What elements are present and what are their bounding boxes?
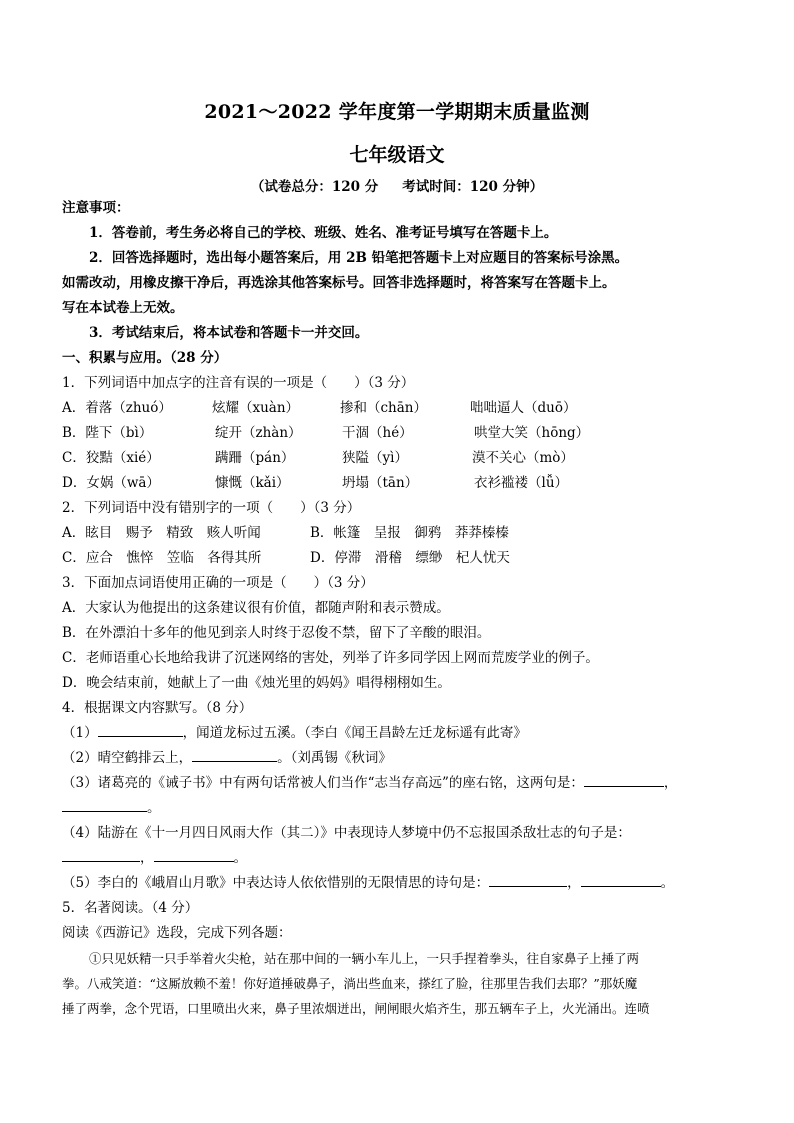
- q4-1-label: （1）: [62, 725, 98, 741]
- q1-a-word1: A．着落（zhuó）: [62, 400, 172, 416]
- q5-passage: [62, 946, 738, 1021]
- q1-a-word4: 咄咄逼人（duō）: [470, 400, 577, 416]
- q3-option-c: C．老师语重心长地给我讲了沉迷网络的害处，列举了许多同学因上网而荒废学业的例子。: [62, 650, 599, 666]
- q1-b-word4: 哄堂大笑（hōng）: [474, 425, 590, 441]
- notice-item-2-end: 写在本试卷上无效。: [62, 300, 184, 316]
- q1-option-b: [62, 421, 738, 446]
- passage-line-3: 捶了两拳，念个咒语，口里喷出火来，鼻子里浓烟迸出，闸闸眼火焰齐生，那五辆车子上，火光涌出。连喷: [62, 1001, 650, 1016]
- q4-4-end: 。: [233, 850, 247, 866]
- q1-stem: 1．下列词语中加点字的注音有误的一项是（ ）（3 分）: [62, 375, 415, 391]
- q2-stem: 2．下列词语中没有错别字的一项（ ）（3 分）: [62, 500, 361, 516]
- q1-c-word1: C．狡黠（xié）: [62, 450, 160, 466]
- q4-item-2: [62, 746, 738, 771]
- q4-1-text: ，闻道龙标过五溪。（李白《闻王昌龄左迁龙标遥有此寄》: [182, 725, 527, 741]
- answer-blank[interactable]: [154, 847, 234, 862]
- q1-d-word3: 坍塌（tān）: [342, 475, 419, 491]
- q4-3-text: （3）诸葛亮的《诫子书》中有两句话常被人们当作“志当存高远”的座右铭，这两句是：: [62, 775, 584, 791]
- q4-item-5: [62, 871, 738, 896]
- notice-item-2-cont: 如需改动，用橡皮擦干净后，再选涂其他答案标号。回答非选择题时，将答案写在答题卡上。: [62, 275, 616, 291]
- q5-intro: 阅读《西游记》选段，完成下列各题：: [62, 925, 292, 941]
- q1-b-word3: 干涸（hé）: [342, 425, 413, 441]
- q4-5-end: 。: [660, 875, 675, 891]
- answer-blank[interactable]: [62, 797, 147, 812]
- q4-4-text: （4）陆游在《十一月四日风雨大作（其二）》中表现诗人梦境中仍不忘报国杀敌壮志的句子是：: [62, 825, 631, 841]
- exam-info: [0, 175, 794, 195]
- passage-line-2: 拳。八戒笑道：“这厮放赖不羞！你好道捶破鼻子，淌出些血来，搽红了脸，往那里告我们去耶？”那妖魔: [62, 976, 638, 991]
- q2-option-c: C．应合 憔悴 笠临 各得其所: [62, 550, 262, 566]
- q2-options-ab: [62, 521, 738, 546]
- q1-c-word3: 狭隘（yì）: [342, 450, 408, 466]
- q4-2-text: （2）晴空鹤排云上，: [62, 750, 193, 766]
- exam-title: 2021～2022 学年度第一学期期末质量监测: [204, 101, 590, 123]
- answer-blank[interactable]: [98, 722, 183, 737]
- q2-option-a: A．眩目 赐予 精致 赅人听闻: [62, 525, 261, 541]
- q1-b-word2: 绽开（zhàn）: [215, 425, 302, 441]
- exam-subject: 七年级语文: [349, 144, 445, 166]
- exam-content: [62, 196, 738, 1021]
- q2-option-b: B．帐篷 呈报 御鸦 莽莽榛榛: [310, 525, 509, 541]
- q1-c-word2: 蹒跚（pán）: [215, 450, 295, 466]
- notice-item-3: 3．考试结束后，将本试卷和答题卡一并交回。: [89, 325, 369, 341]
- answer-blank[interactable]: [192, 747, 277, 762]
- q3-option-a: A．大家认为他提出的这条建议很有价值，都随声附和表示赞成。: [62, 600, 450, 616]
- q4-5-text: （5）李白的《峨眉山月歌》中表达诗人依依惜别的无限情思的诗句是：: [62, 875, 490, 891]
- q4-stem: 4．根据课文内容默写。（8 分）: [62, 700, 253, 716]
- q1-option-a: [62, 396, 738, 421]
- section-1-heading: 一、积累与应用。（28 分）: [62, 350, 228, 366]
- q1-d-word4: 衣衫褴褛（lǚ）: [474, 475, 569, 491]
- q1-a-word3: 掺和（chān）: [340, 400, 427, 416]
- q1-d-word2: 慷慨（kǎi）: [215, 475, 290, 491]
- q4-4-comma: ，: [140, 850, 154, 866]
- q1-option-c: [62, 446, 738, 471]
- q3-option-d: D．晚会结束前，她献上了一曲《烛光里的妈妈》唱得栩栩如生。: [62, 675, 451, 691]
- total-score-info: （试卷总分：120 分: [250, 179, 379, 195]
- q3-option-b: B．在外漂泊十多年的他见到亲人时终于忍俊不禁，留下了辛酸的眼泪。: [62, 625, 491, 641]
- time-info: 考试时间：120 分钟）: [402, 179, 544, 195]
- answer-blank[interactable]: [584, 772, 664, 787]
- q2-option-d: D．停滞 滑稽 缥缈 杞人忧天: [310, 550, 510, 566]
- q1-d-word1: D．女娲（wā）: [62, 475, 160, 491]
- q4-item-3-cont: [62, 796, 738, 821]
- q4-item-4-cont: [62, 846, 738, 871]
- q4-item-1: [62, 721, 738, 746]
- q4-item-4: [62, 821, 738, 846]
- q1-b-word1: B．陛下（bì）: [62, 425, 153, 441]
- q1-a-word2: 炫耀（xuàn）: [212, 400, 300, 416]
- notice-item-2: 2．回答选择题时，选出每小题答案后，用 2B 铅笔把答题卡上对应题目的答案标号涂黑。: [89, 250, 629, 266]
- notice-item-1: 1．答卷前，考生务必将自己的学校、班级、姓名、准考证号填写在答题卡上。: [89, 225, 558, 241]
- answer-blank[interactable]: [581, 872, 661, 887]
- answer-blank[interactable]: [62, 847, 140, 862]
- answer-blank[interactable]: [489, 872, 567, 887]
- q4-5-comma: ，: [567, 875, 581, 891]
- q5-stem: 5．名著阅读。（4 分）: [62, 900, 199, 916]
- passage-line-1: ①只见妖精一只手举着火尖枪，站在那中间的一辆小车儿上，一只手捏着拳头，往自家鼻子上捶了两: [89, 951, 640, 966]
- q4-item-3: [62, 771, 738, 796]
- q1-option-d: [62, 471, 738, 496]
- notice-heading: 注意事项：: [62, 200, 130, 216]
- q4-3-comma: ，: [663, 775, 678, 791]
- q4-3-end: 。: [147, 800, 161, 816]
- q1-c-word4: 漠不关心（mò）: [472, 450, 574, 466]
- q3-stem: 3．下面加点词语使用正确的一项是（ ）（3 分）: [62, 575, 374, 591]
- q2-options-cd: [62, 546, 738, 571]
- q4-2-source: 。（刘禹锡《秋词》: [277, 750, 392, 766]
